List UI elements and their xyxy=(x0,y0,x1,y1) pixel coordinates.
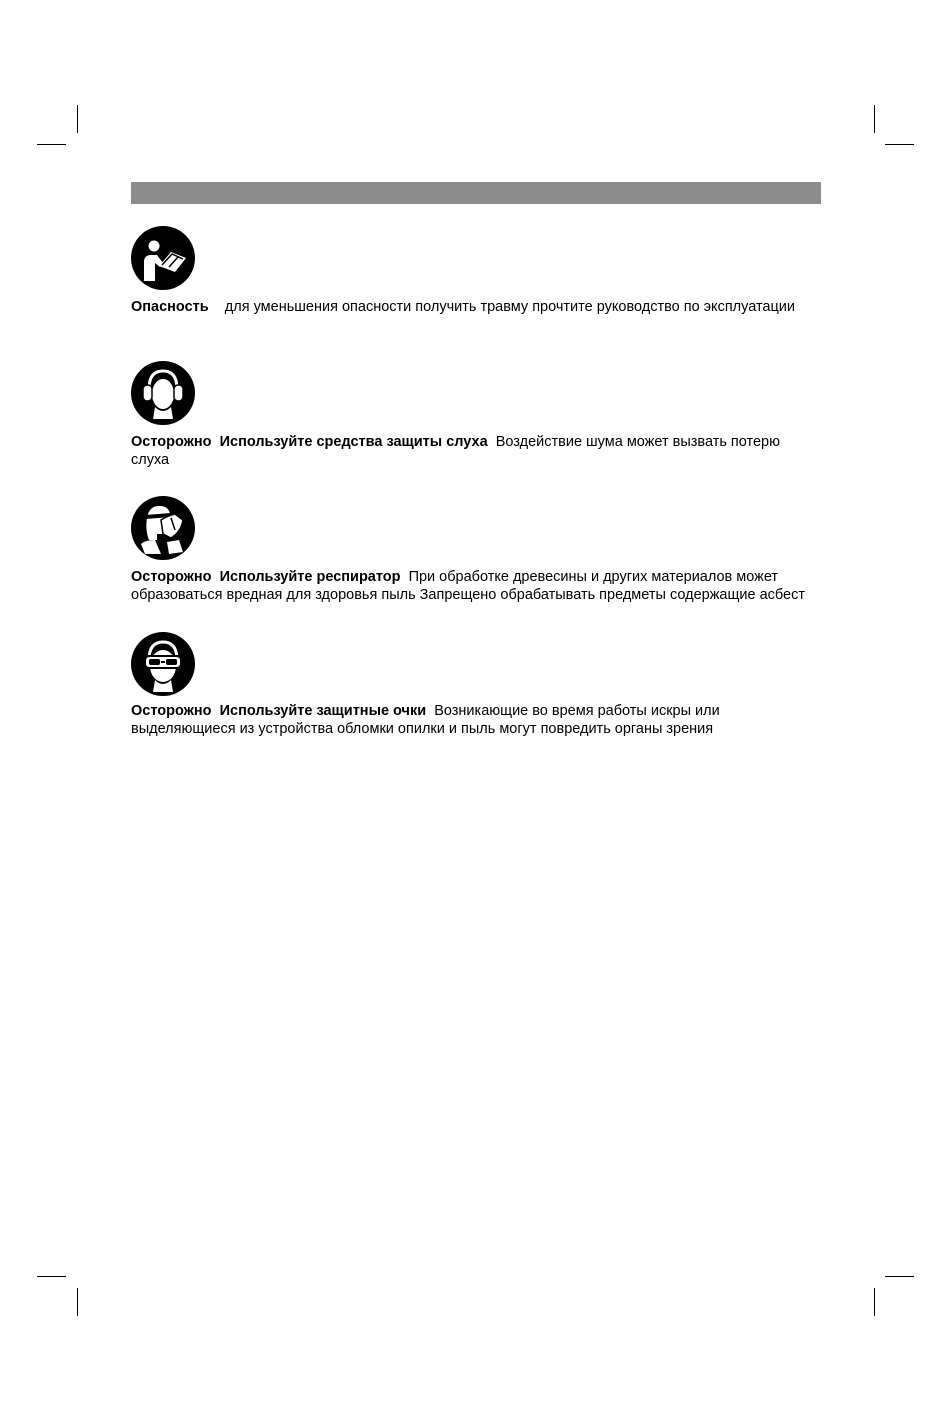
section-text xyxy=(131,298,821,316)
section-heading: Используйте респиратор xyxy=(219,569,401,585)
respirator-icon xyxy=(131,496,195,560)
section-body: Возникающие во время работы искры или выделяющиеся из устройства обломки опилки и пыль могут повредить органы зрения xyxy=(131,703,720,737)
signal-word: Опасность xyxy=(131,299,209,315)
section-text xyxy=(131,433,821,469)
ear-protection-icon xyxy=(131,361,195,425)
section-heading: Используйте средства защиты слуха xyxy=(219,434,488,450)
crop-mark xyxy=(77,1288,78,1316)
section-text xyxy=(131,702,821,738)
crop-mark xyxy=(37,1276,66,1277)
crop-mark xyxy=(37,144,66,145)
section-body: Воздействие шума может вызвать потерю слуха xyxy=(131,434,780,468)
section-text xyxy=(131,568,821,604)
crop-mark xyxy=(885,1276,914,1277)
signal-word: Осторожно xyxy=(131,434,212,450)
signal-word: Осторожно xyxy=(131,703,212,719)
section-body: При обработке древесины и других материалов может образоваться вредная для здоровья пыль Запрещено обрабатывать предметы содержащие асбест xyxy=(131,569,805,603)
safety-goggles-icon xyxy=(131,632,195,696)
crop-mark xyxy=(77,105,78,133)
signal-word: Осторожно xyxy=(131,569,212,585)
crop-mark xyxy=(874,1288,875,1316)
read-manual-icon xyxy=(131,226,195,290)
section-heading: Используйте защитные очки xyxy=(219,703,427,719)
crop-mark xyxy=(874,105,875,133)
crop-mark xyxy=(885,144,914,145)
section-body: для уменьшения опасности получить травму прочтите руководство по эксплуатации xyxy=(224,299,796,315)
section-header-bar xyxy=(131,182,821,204)
